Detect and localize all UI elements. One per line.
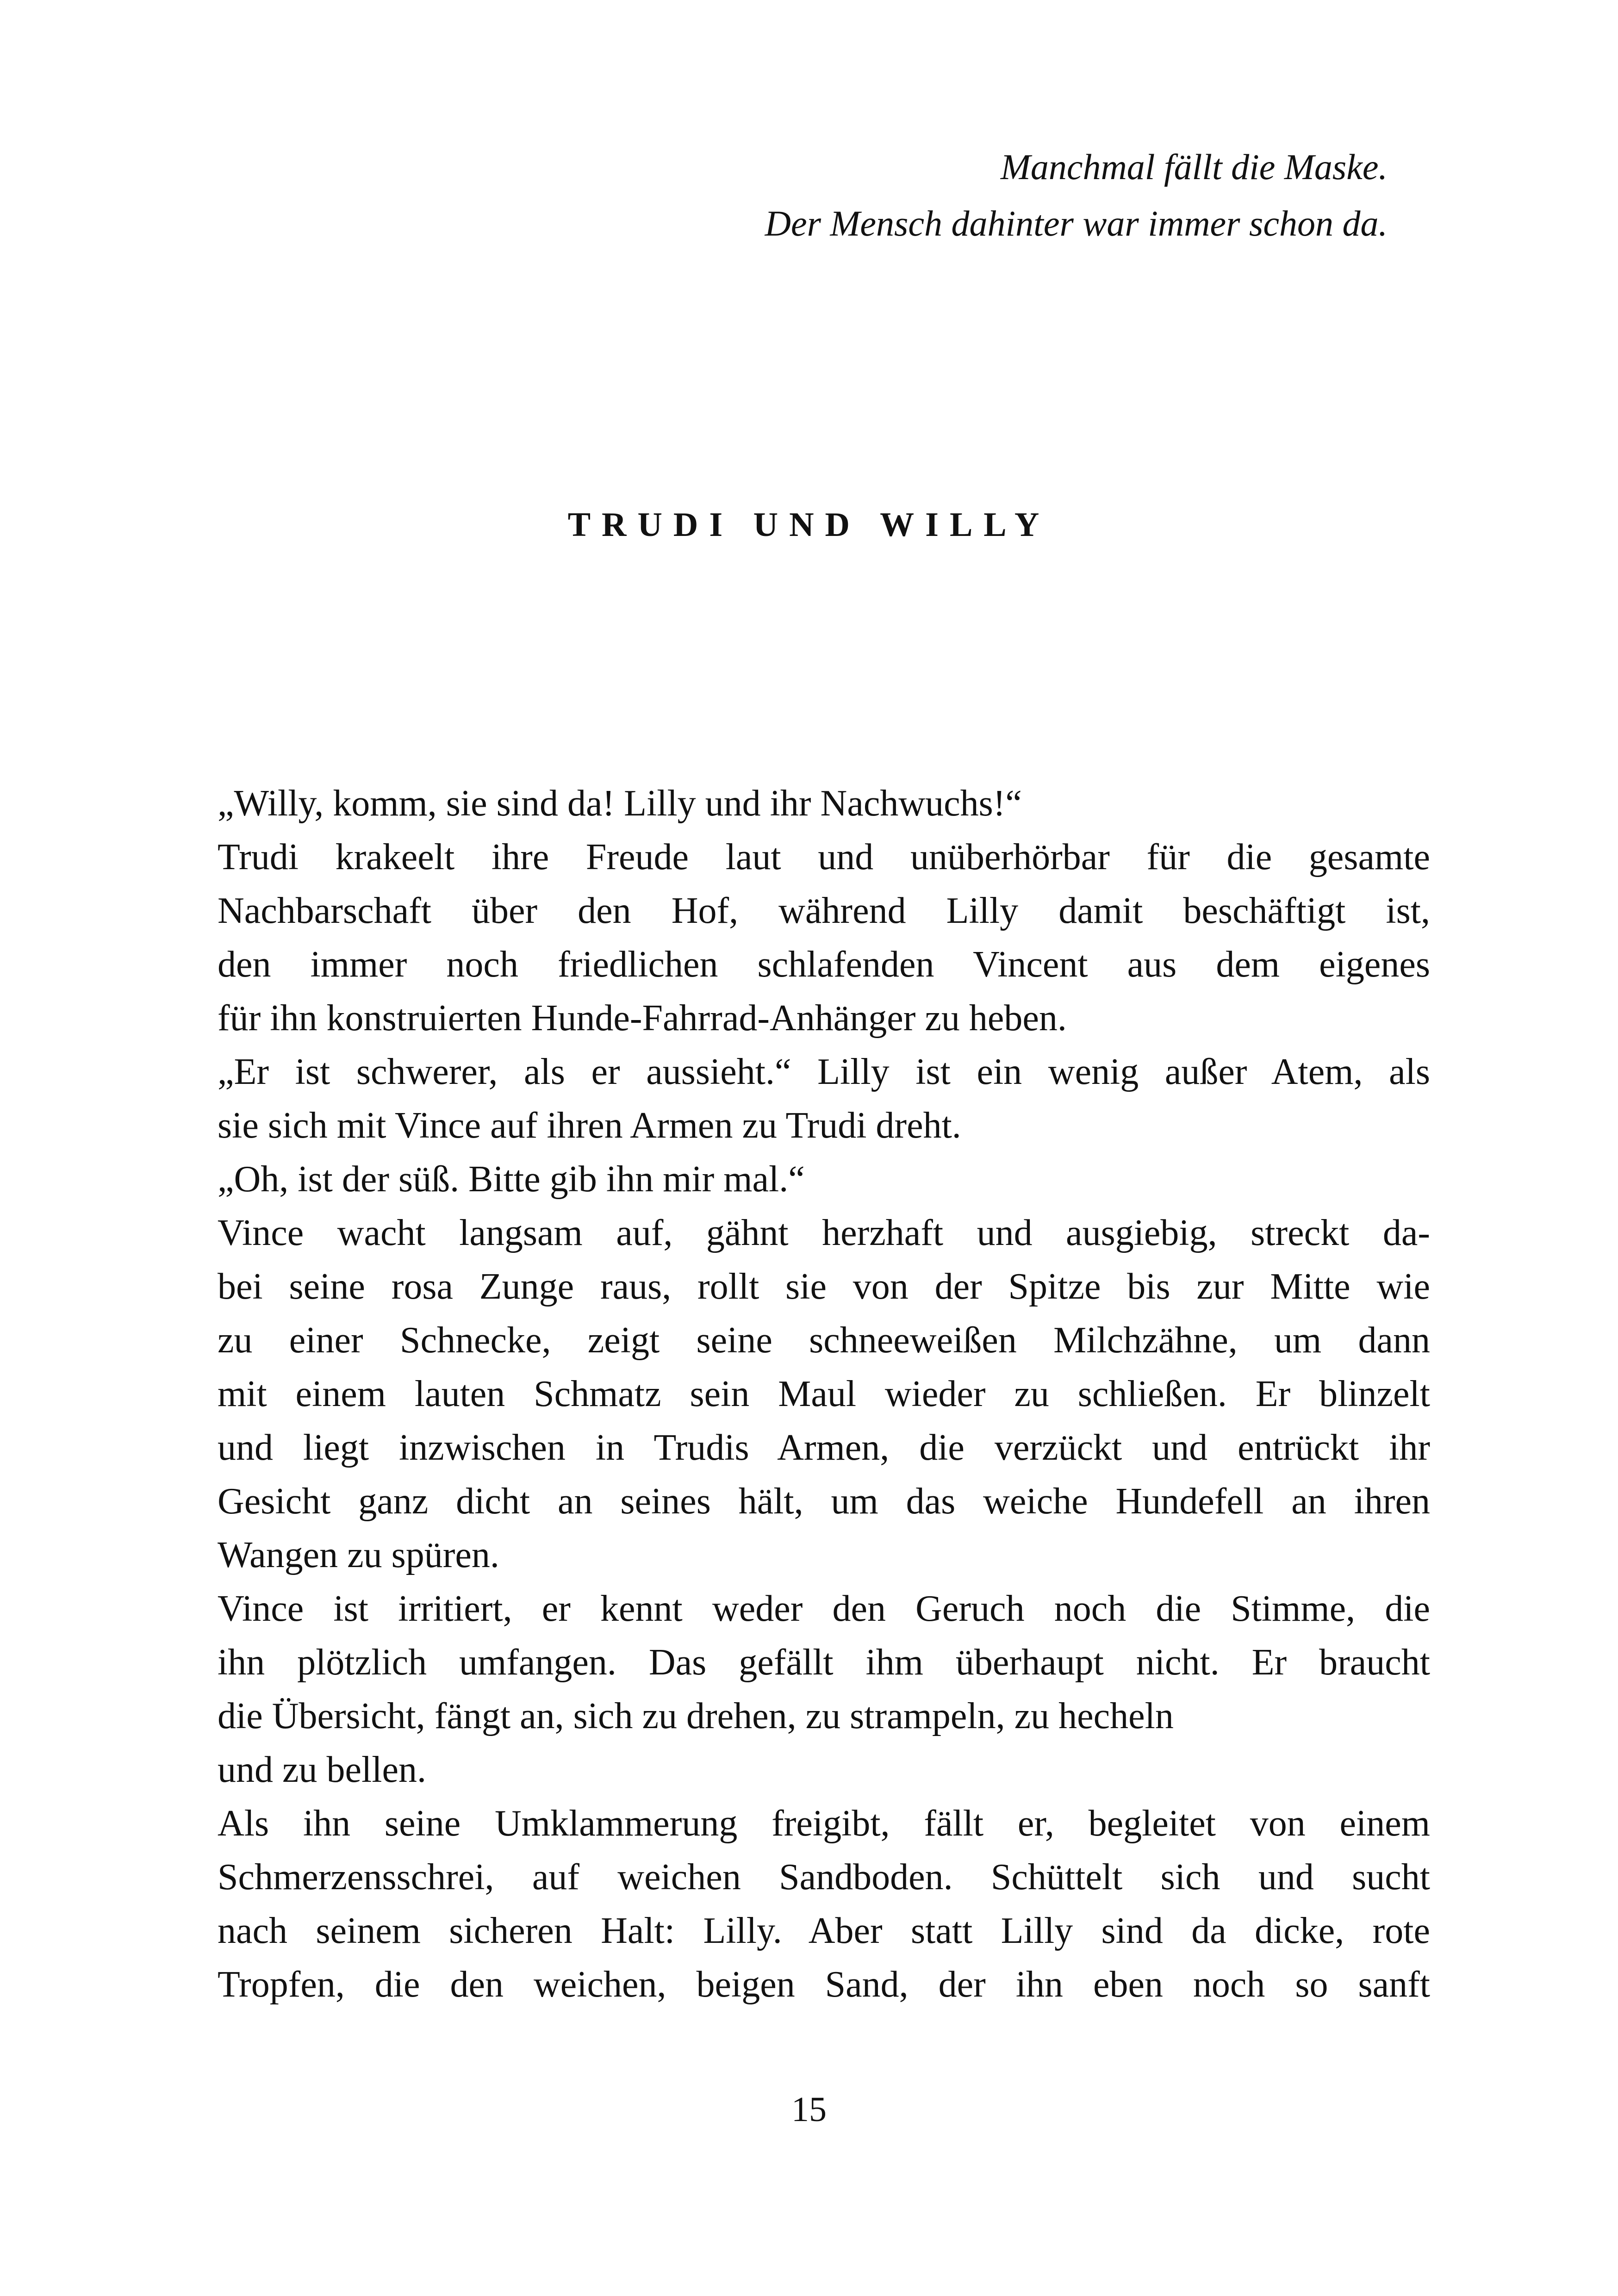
body-line: Trudi krakeelt ihre Freude laut und unüberhörbar für die gesamte (218, 837, 1430, 877)
epigraph-line: Manchmal fällt die Maske. (1000, 147, 1388, 187)
body-line: Vince ist irritiert, er kennt weder den Geruch noch die Stimme, die (218, 1588, 1430, 1629)
epigraph (765, 139, 1388, 252)
body-line: den immer noch friedlichen schlafenden Vincent aus dem eigenes (218, 944, 1430, 985)
body-text (218, 777, 1430, 2011)
body-line: Gesicht ganz dicht an seines hält, um das weiche Hundefell an ihren (218, 1481, 1430, 1522)
body-line: „Oh, ist der süß. Bitte gib ihn mir mal.“ (218, 1159, 805, 1200)
body-line: „Willy, komm, sie sind da! Lilly und ihr Nachwuchs!“ (218, 783, 1022, 824)
body-line: für ihn konstruierten Hunde-Fahrrad-Anhänger zu heben. (218, 998, 1067, 1039)
body-line: Nachbarschaft über den Hof, während Lilly damit beschäftigt ist, (218, 890, 1430, 931)
body-line: ihn plötzlich umfangen. Das gefällt ihm überhaupt nicht. Er braucht (218, 1642, 1430, 1683)
body-line: bei seine rosa Zunge raus, rollt sie von der Spitze bis zur Mitte wie (218, 1266, 1430, 1307)
body-line: zu einer Schnecke, zeigt seine schneeweißen Milchzähne, um dann (218, 1320, 1430, 1361)
body-line: und zu bellen. (218, 1749, 426, 1790)
body-line: und liegt inzwischen in Trudis Armen, die verzückt und entrückt ihr (218, 1427, 1430, 1468)
body-line: sie sich mit Vince auf ihren Armen zu Trudi dreht. (218, 1105, 961, 1146)
body-line: Als ihn seine Umklammerung freigibt, fällt er, begleitet von einem (218, 1803, 1430, 1844)
epigraph-line: Der Mensch dahinter war immer schon da. (765, 203, 1388, 243)
body-line: Tropfen, die den weichen, beigen Sand, der ihn eben noch so sanft (218, 1964, 1430, 2005)
body-line: nach seinem sicheren Halt: Lilly. Aber statt Lilly sind da dicke, rote (218, 1910, 1430, 1951)
page-number: 15 (791, 2090, 827, 2129)
body-line: mit einem lauten Schmatz sein Maul wieder zu schließen. Er blinzelt (218, 1374, 1430, 1414)
chapter-title: TRUDI UND WILLY (567, 506, 1051, 544)
body-line: Schmerzensschrei, auf weichen Sandboden. Schüttelt sich und sucht (218, 1857, 1430, 1898)
body-line: „Er ist schwerer, als er aussieht.“ Lilly ist ein wenig außer Atem, als (218, 1052, 1430, 1092)
body-line: die Übersicht, fängt an, sich zu drehen, zu strampeln, zu hecheln (218, 1696, 1174, 1736)
body-line: Wangen zu spüren. (218, 1535, 499, 1575)
body-line: Vince wacht langsam auf, gähnt herzhaft und ausgiebig, streckt da- (218, 1213, 1430, 1253)
